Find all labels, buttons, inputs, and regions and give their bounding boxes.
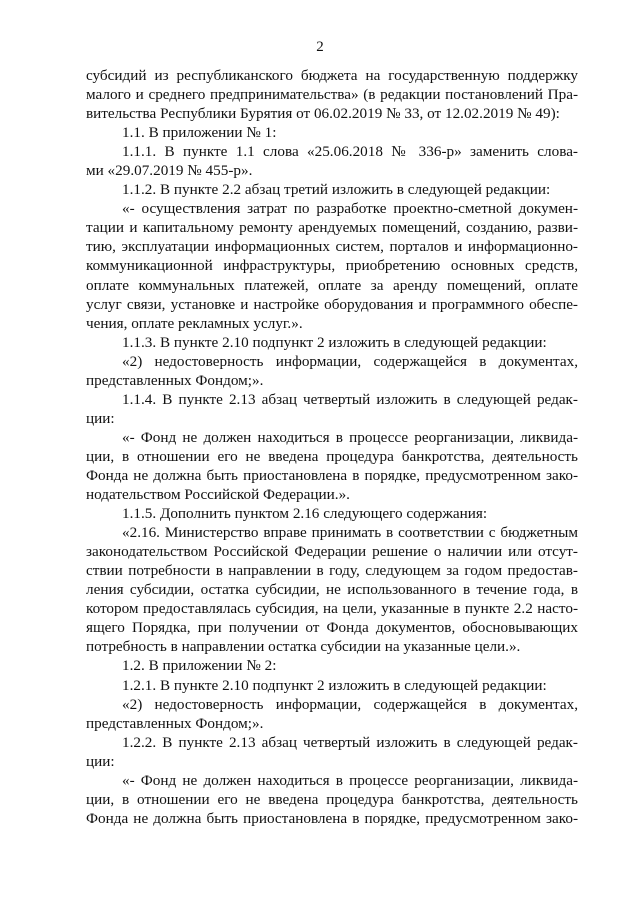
text-line: ления субсидии, остатка субсидии, не использованного в течение года, в (86, 581, 578, 599)
document-body (86, 66, 578, 828)
text-line: «2.16. Министерство вправе принимать в соответствии с бюджетным (122, 524, 578, 542)
text-line: ции: (86, 752, 115, 770)
text-line: 1.1.2. В пункте 2.2 абзац третий изложить в следующей редакции: (122, 181, 551, 199)
text-line: Фонда не должна быть приостановлена в порядке, предусмотренном зако- (86, 809, 578, 827)
text-line: 1.1. В приложении № 1: (122, 124, 277, 142)
text-line: 1.1.4. В пункте 2.13 абзац четвертый изложить в следующей редак- (122, 390, 578, 408)
text-line: ящего Порядка, при получении от Фонда документов, обосновывающих (86, 619, 578, 637)
text-line: Фонда не должна быть приостановлена в порядке, предусмотренном зако- (86, 466, 578, 484)
text-line: «- Фонд не должен находиться в процессе реорганизации, ликвида- (122, 428, 578, 446)
text-line: 1.2.2. В пункте 2.13 абзац четвертый изложить в следующей редак- (122, 733, 578, 751)
text-line: оплате коммунальных платежей, оплате за аренду помещений, оплате (86, 276, 578, 294)
text-line: 1.1.3. В пункте 2.10 подпункт 2 изложить в следующей редакции: (122, 333, 547, 351)
text-line: 1.1.1. В пункте 1.1 слова «25.06.2018 № 336-р» заменить слова- (122, 143, 578, 161)
text-line: 1.1.5. Дополнить пунктом 2.16 следующего содержания: (122, 505, 488, 523)
text-line: субсидий из республиканского бюджета на государственную поддержку (86, 67, 578, 84)
text-line: ствии потребности в направлении в году, следующем за годом предостав- (86, 562, 578, 580)
text-line: коммуникационной инфраструктуры, приобретению основных средств, (86, 257, 578, 275)
text-line: представленных Фондом;». (86, 714, 264, 732)
text-line: ции: (86, 409, 115, 427)
text-line: малого и среднего предпринимательства» (в редакции постановлений Пра- (86, 86, 578, 104)
text-line: ми «29.07.2019 № 455-р». (86, 162, 253, 180)
text-line: законодательством Российской Федерации решение о наличии или отсут- (86, 543, 578, 561)
text-line: ции, в отношении его не введена процедура банкротства, деятельность (86, 790, 578, 808)
text-line: представленных Фондом;». (86, 371, 264, 389)
text-line: котором предоставлялась субсидия, на цели, указанные в пункте 2.2 насто- (86, 600, 578, 618)
text-line: тации и капитальному ремонту арендуемых помещений, созданию, разви- (86, 219, 578, 237)
text-line: вительства Республики Бурятия от 06.02.2019 № 33, от 12.02.2019 № 49): (86, 105, 560, 123)
text-line: «2) недостоверность информации, содержащейся в документах, (122, 352, 578, 370)
text-line: услуг связи, установке и настройке оборудования и программного обеспе- (86, 295, 578, 313)
text-line: ции, в отношении его не введена процедура банкротства, деятельность (86, 447, 578, 465)
text-line: потребность в направлении остатка субсидии на указанные цели.». (86, 638, 521, 656)
text-line: тию, эксплуатации информационных систем, порталов и информационно- (86, 238, 578, 256)
text-line: «2) недостоверность информации, содержащейся в документах, (122, 695, 578, 713)
text-line: чения, оплате рекламных услуг.». (86, 314, 303, 332)
text-line: «- осуществления затрат по разработке проектно-сметной докумен- (122, 200, 578, 218)
text-line: 1.2. В приложении № 2: (122, 657, 277, 675)
page-number: 2 (316, 39, 324, 55)
text-line: нодательством Российской Федерации.». (86, 486, 350, 504)
text-line: «- Фонд не должен находиться в процессе реорганизации, ликвида- (122, 771, 578, 789)
text-line: 1.2.1. В пункте 2.10 подпункт 2 изложить в следующей редакции: (122, 676, 547, 694)
